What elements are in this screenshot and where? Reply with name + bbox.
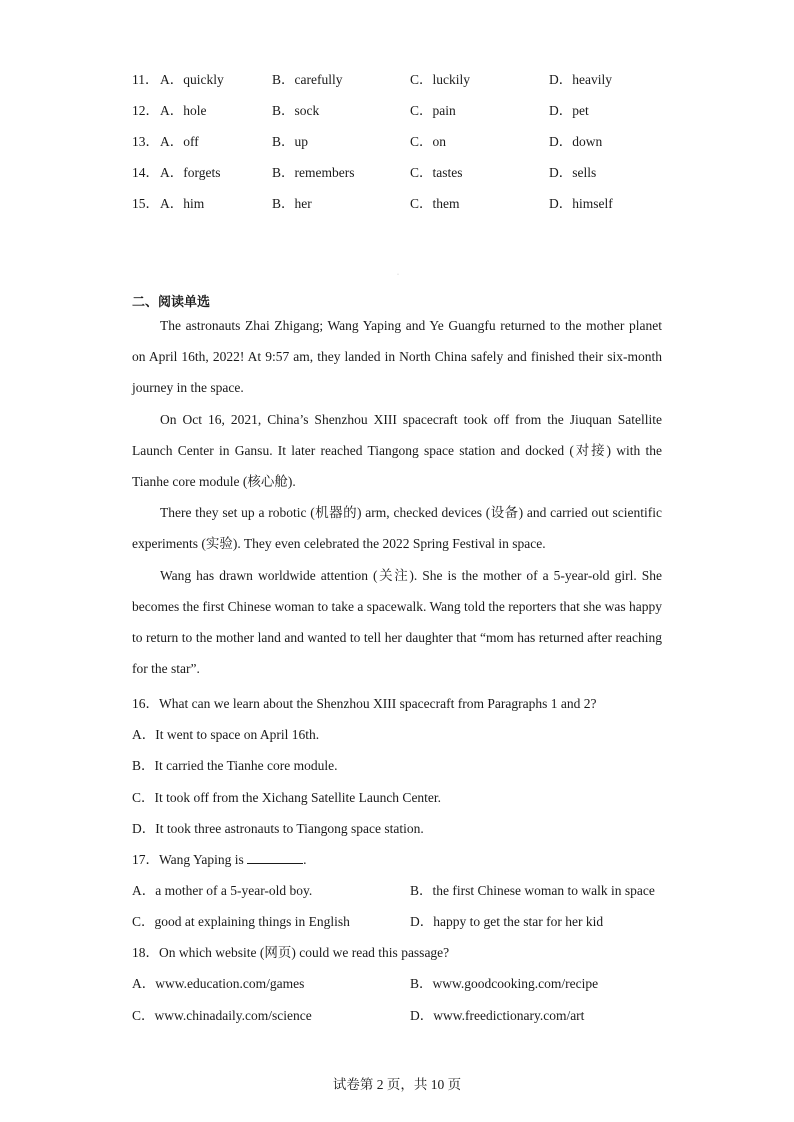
passage-paragraph-3: There they set up a robotic (机器的) arm, checked devices (设备) and carried out scientific experiments (实验). They even celebrated the 2022 Spring Festival in space. [132, 505, 662, 552]
question-14-options [132, 161, 692, 181]
page-footer: 试卷第 2 页，共 10 页 [332, 1077, 462, 1092]
question-11-options [132, 68, 692, 88]
question-17-option-d: D．happy to get the star for her kid [410, 914, 604, 929]
question-18-option-d: D．www.freedictionary.com/art [410, 1008, 585, 1023]
scan-speck: · [397, 272, 399, 278]
option-b: B．her [272, 196, 312, 211]
option-b: B．sock [272, 103, 320, 118]
question-17-option-c: C．good at explaining things in English [132, 914, 350, 929]
passage-paragraph-2: On Oct 16, 2021, China’s Shenzhou XIII spacecraft took off from the Jiuquan Satellite Launch Center in Gansu. It later reached Tiangong space station and docked (对接) with the Tianhe core module (核心舱). [132, 411, 662, 490]
question-17-stem-end: . [303, 852, 307, 867]
option-d: D．down [549, 134, 603, 149]
section-heading: 二、阅读单选 [132, 295, 211, 310]
question-17-stem [132, 848, 307, 868]
question-17-option-b: B．the first Chinese woman to walk in space [410, 883, 655, 898]
question-number: 12． [132, 103, 159, 118]
question-number: 11． [132, 72, 159, 87]
option-a: A．him [160, 196, 205, 211]
question-number: 13． [132, 134, 159, 149]
option-d: D．heavily [549, 72, 612, 87]
question-16-option-a: A．It went to space on April 16th. [132, 727, 320, 742]
option-d: D．sells [549, 165, 597, 180]
question-12-options [132, 99, 692, 119]
question-18-option-c: C．www.chinadaily.com/science [132, 1008, 312, 1023]
passage-paragraph-1: The astronauts Zhai Zhigang; Wang Yaping and Ye Guangfu returned to the mother planet on April 16th, 2022! At 9:57 am, they landed in North China safely and finished their six-month journey in the space. [132, 318, 662, 396]
question-17-option-a: A．a mother of a 5-year-old boy. [132, 883, 313, 898]
option-d: D．himself [549, 196, 613, 211]
answer-blank [247, 851, 303, 864]
option-c: C．on [410, 134, 447, 149]
question-18-stem: 18．On which website (网页) could we read this passage? [132, 945, 450, 960]
question-17-stem-text: 17．Wang Yaping is [132, 852, 248, 867]
option-b: B．carefully [272, 72, 343, 87]
option-c: C．tastes [410, 165, 463, 180]
passage-paragraph-4: Wang has drawn worldwide attention (关注). She is the mother of a 5-year-old girl. She becomes the first Chinese woman to take a spacewalk. Wang told the reporters that she was happy to return to the mother land and wanted to tell her daughter that “mom has returned after reaching for the star”. [132, 567, 662, 677]
option-a: A．off [160, 134, 199, 149]
question-13-options [132, 130, 692, 150]
option-c: C．pain [410, 103, 456, 118]
question-18-option-b: B．www.goodcooking.com/recipe [410, 976, 599, 991]
option-a: A．hole [160, 103, 207, 118]
option-d: D．pet [549, 103, 589, 118]
option-c: C．luckily [410, 72, 470, 87]
question-number: 14． [132, 165, 159, 180]
question-number: 15． [132, 196, 159, 211]
question-18-option-a: A．www.education.com/games [132, 976, 305, 991]
reading-passage [132, 310, 662, 684]
option-a: A．quickly [160, 72, 224, 87]
option-a: A．forgets [160, 165, 221, 180]
question-15-options [132, 192, 692, 212]
option-b: B．up [272, 134, 309, 149]
option-b: B．remembers [272, 165, 355, 180]
option-c: C．them [410, 196, 460, 211]
question-16-stem: 16．What can we learn about the Shenzhou XIII spacecraft from Paragraphs 1 and 2? [132, 696, 597, 711]
question-16-option-d: D．It took three astronauts to Tiangong space station. [132, 821, 424, 836]
question-16-option-b: B．It carried the Tianhe core module. [132, 758, 338, 773]
question-16-option-c: C．It took off from the Xichang Satellite Launch Center. [132, 790, 442, 805]
